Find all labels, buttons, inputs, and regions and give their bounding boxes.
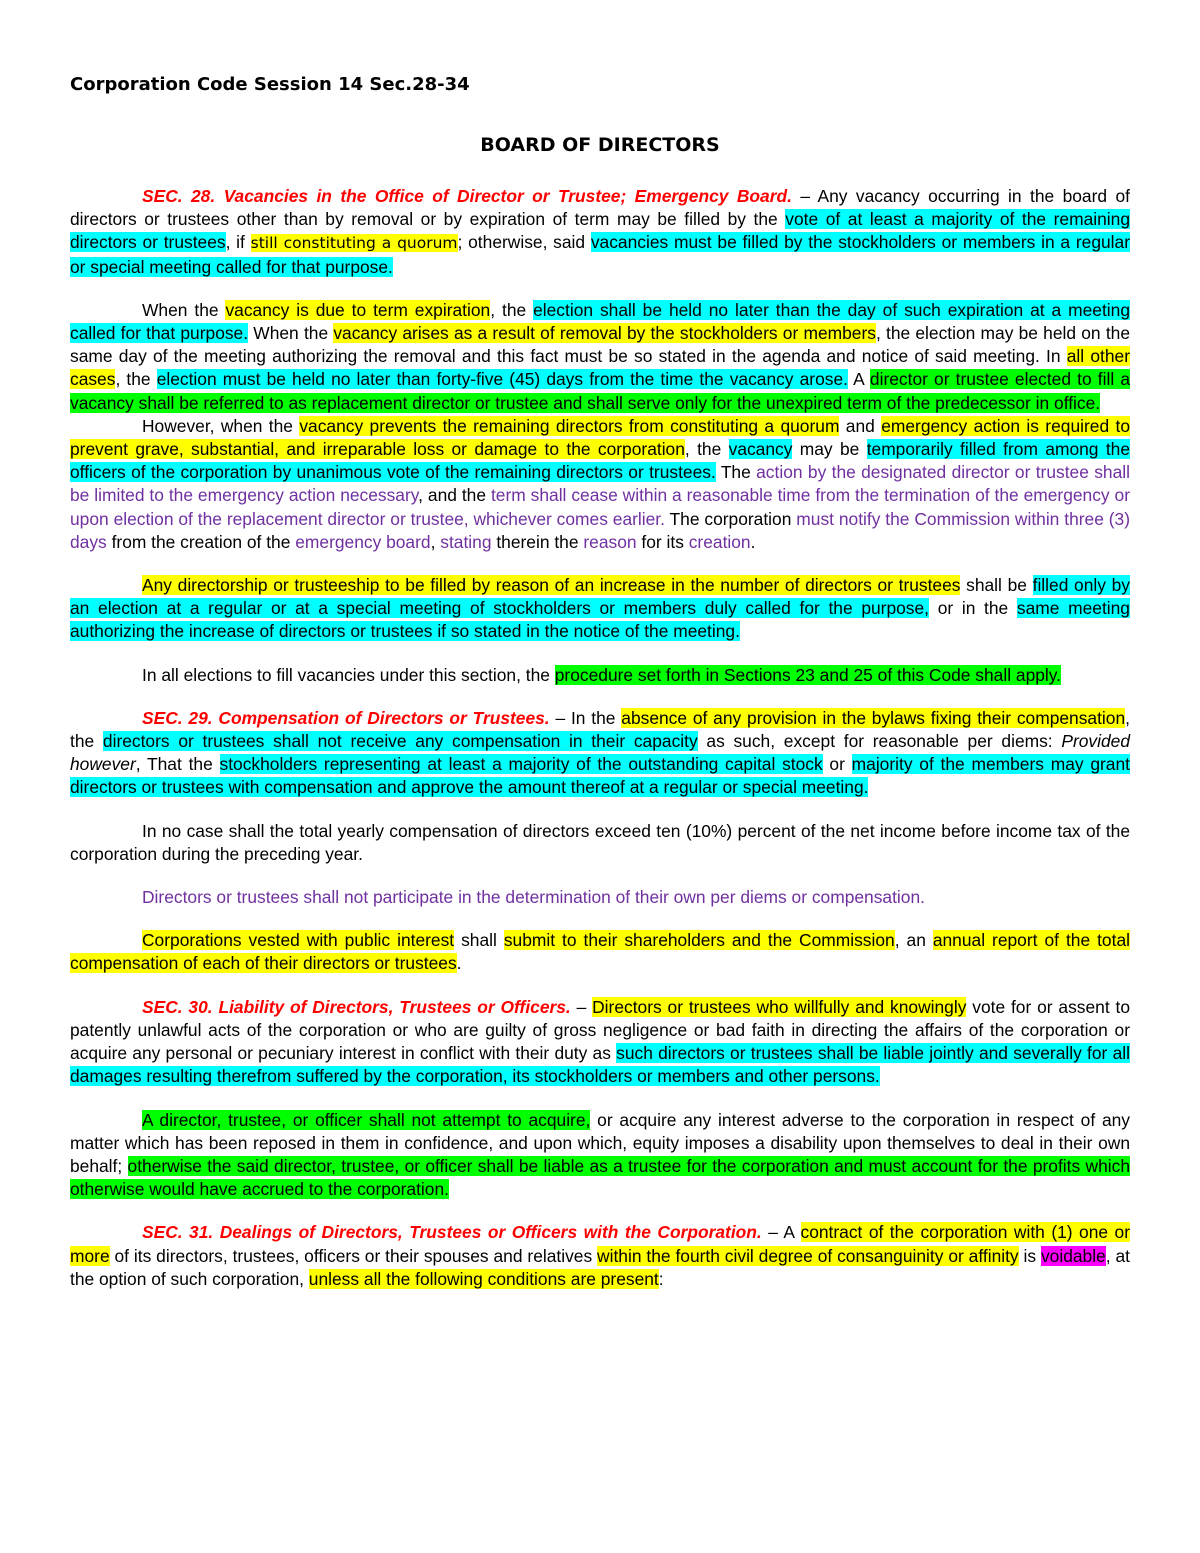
text-run: may be	[792, 439, 867, 460]
text-run: from the creation of the	[106, 531, 296, 552]
paragraph	[70, 707, 1130, 800]
text-run: When the	[248, 323, 334, 344]
text-run: –	[570, 996, 593, 1017]
highlighted-text: term shall cease within a reasonable time from the termination of the emergency or upon election of the replacement director or trustee, whichever comes earlier.	[70, 485, 1130, 529]
paragraph	[70, 1109, 1130, 1202]
text-run: and	[839, 415, 882, 436]
paragraph	[70, 185, 1130, 279]
highlighted-text: filled only by an election at a regular or at a special meeting of stockholders or members duly called for the purpose,	[70, 575, 1130, 619]
highlighted-text: vacancy arises as a result of removal by the stockholders or members	[333, 323, 876, 344]
text-run: , the	[490, 299, 534, 320]
highlighted-text: unless all the following conditions are present	[308, 1268, 659, 1289]
paragraph	[70, 574, 1130, 644]
text-run: for its	[636, 531, 689, 552]
highlighted-text: action by the designated director or trustee shall be limited to the emergency action necessary	[70, 462, 1130, 506]
highlighted-text: temporarily filled from among the officers of the corporation by unanimous vote of the remaining directors or trustees.	[70, 439, 1131, 483]
text-run: In no case shall the total yearly compensation of directors exceed ten (10%) percent of the net income before income tax of the corporation during the preceding year.	[70, 820, 1130, 864]
highlighted-text: stockholders representing at least a majority of the outstanding capital stock	[219, 754, 823, 775]
highlighted-text: same meeting authorizing the increase of directors or trustees if so stated in the notice of the meeting.	[70, 598, 1130, 642]
text-run: – Any vacancy occurring in the board of directors or trustees other than by removal or by expiration of term may be filled by the	[70, 186, 1130, 230]
highlighted-text: procedure set forth in Sections 23 and 25 of this Code shall apply.	[554, 664, 1062, 685]
highlighted-text: contract of the corporation with (1) one or more	[70, 1222, 1130, 1266]
text-run: , the	[684, 439, 729, 460]
highlighted-text: SEC. 29. Compensation of Directors or Trustees.	[142, 707, 550, 728]
text-run: , That the	[135, 754, 220, 775]
highlighted-text: within the fourth civil degree of consanguinity or affinity	[597, 1245, 1019, 1266]
text-run: ,	[430, 531, 441, 552]
highlighted-text: Any directorship or trusteeship to be filled by reason of an increase in the number of directors or trustees	[142, 575, 961, 596]
text-run: is	[1018, 1245, 1041, 1266]
text-run: .	[456, 953, 462, 974]
paragraph	[70, 299, 1130, 415]
text-run: , if	[225, 232, 251, 253]
highlighted-text: still constituting a quorum	[250, 234, 458, 253]
text-run: , an	[894, 930, 933, 951]
text-run: , the	[115, 369, 157, 390]
highlighted-text: A director, trustee, or officer shall not attempt to acquire,	[142, 1109, 591, 1130]
paragraph	[70, 820, 1130, 866]
highlighted-text: must notify the Commission within three (3) days	[70, 508, 1131, 552]
highlighted-text: absence of any provision in the bylaws fixing their compensation	[621, 707, 1126, 728]
text-run: ; otherwise, said	[457, 232, 591, 253]
document-header: Corporation Code Session 14 Sec.28-34	[70, 74, 470, 95]
text-run: , and the	[418, 485, 491, 506]
highlighted-text: creation	[688, 531, 751, 552]
text-run: The	[715, 462, 757, 483]
text-run: as such, except for reasonable per diems:	[697, 731, 1062, 752]
text-run: .	[750, 531, 756, 552]
highlighted-text: annual report of the total compensation of each of their directors or trustees	[70, 930, 1130, 974]
paragraph	[70, 929, 1130, 975]
text-run: vote for or assent to patently unlawful acts of the corporation or who are guilty of gross negligence or bad faith in directing the affairs of the corporation or acquire any personal or pecuniary interest in conflict with their duty as	[70, 996, 1130, 1064]
highlighted-text: vacancies must be filled by the stockholders or members in a regular or special meeting called for that purpose.	[70, 232, 1130, 277]
text-run: shall	[454, 930, 504, 951]
text-run: – In the	[549, 707, 622, 728]
text-run: , the	[70, 707, 1130, 752]
highlighted-text: SEC. 28. Vacancies in the Office of Director or Trustee; Emergency Board.	[142, 186, 792, 206]
highlighted-text: vacancy prevents the remaining directors from constituting a quorum	[299, 415, 840, 436]
paragraph	[70, 996, 1130, 1089]
text-run: , the election may be held on the same day of the meeting authorizing the removal and this fact must be so stated in the agenda and notice of said meeting. In	[70, 323, 1130, 367]
text-run: or acquire any interest adverse to the corporation in respect of any matter which has been reposed in them in confidence, and upon which, equity imposes a disability upon themselves to deal in their own behalf;	[70, 1109, 1130, 1176]
text-run: or in the	[929, 598, 1017, 619]
paragraph	[70, 886, 1130, 909]
highlighted-text: election must be held no later than forty-five (45) days from the time the vacancy arose.	[156, 369, 848, 390]
paragraph	[70, 664, 1130, 687]
text-run: When the	[142, 299, 226, 320]
highlighted-text: stating	[440, 531, 492, 552]
highlighted-text: Corporations vested with public interest	[142, 930, 455, 951]
highlighted-text: vacancy	[728, 439, 793, 460]
highlighted-text: election shall be held no later than the day of such expiration at a meeting called for that purpose.	[70, 299, 1130, 344]
highlighted-text: Directors or trustees shall not participate in the determination of their own per diems or compensation.	[142, 887, 925, 908]
paragraph	[70, 1221, 1130, 1291]
document-body	[70, 185, 1130, 1311]
highlighted-text: majority of the members may grant directors or trustees with compensation and approve the amount thereof at a regular or special meeting.	[70, 754, 1130, 798]
highlighted-text: SEC. 31. Dealings of Directors, Trustees or Officers with the Corporation.	[142, 1222, 762, 1243]
highlighted-text: directors or trustees shall not receive any compensation in their capacity	[102, 731, 698, 752]
text-run: of its directors, trustees, officers or their spouses and relatives	[109, 1245, 598, 1266]
text-run: shall be	[960, 575, 1033, 596]
text-run: The corporation	[664, 508, 797, 529]
text-run: However, when the	[142, 415, 300, 436]
highlighted-text: reason	[583, 531, 637, 552]
text-run: therein the	[491, 531, 584, 552]
highlighted-text: director or trustee elected to fill a vacancy shall be referred to as replacement director or trustee and shall serve only for the unexpired term of the predecessor in office.	[70, 369, 1130, 413]
highlighted-text: SEC. 30. Liability of Directors, Trustees or Officers.	[142, 996, 571, 1017]
highlighted-text: such directors or trustees shall be liable jointly and severally for all damages resulting therefrom suffered by the corporation, its stockholders or members and other persons.	[70, 1043, 1130, 1087]
highlighted-text: emergency action is required to prevent grave, substantial, and irreparable loss or damage to the corporation	[70, 415, 1130, 460]
highlighted-text: voidable	[1040, 1245, 1106, 1266]
document-title: BOARD OF DIRECTORS	[480, 134, 720, 156]
text-run: :	[658, 1268, 664, 1289]
highlighted-text: vote of at least a majority of the remaining directors or trustees	[70, 209, 1130, 253]
text-run: or	[822, 754, 852, 775]
highlighted-text: emergency board	[295, 531, 431, 552]
highlighted-text: all other cases	[70, 346, 1130, 390]
text-run: In all elections to fill vacancies under this section, the	[142, 664, 555, 685]
text-run: , at the option of such corporation,	[70, 1245, 1131, 1289]
highlighted-text: Directors or trustees who willfully and knowingly	[592, 996, 967, 1017]
highlighted-text: Provided however	[70, 731, 1130, 775]
text-run: – A	[761, 1222, 801, 1243]
highlighted-text: submit to their shareholders and the Commission	[503, 930, 895, 951]
highlighted-text: otherwise the said director, trustee, or officer shall be liable as a trustee for the corporation and must account for the profits which otherwise would have accrued to the corporation.	[70, 1155, 1130, 1200]
highlighted-text: vacancy is due to term expiration	[225, 299, 491, 320]
paragraph	[70, 415, 1130, 554]
text-run: A	[847, 369, 870, 390]
